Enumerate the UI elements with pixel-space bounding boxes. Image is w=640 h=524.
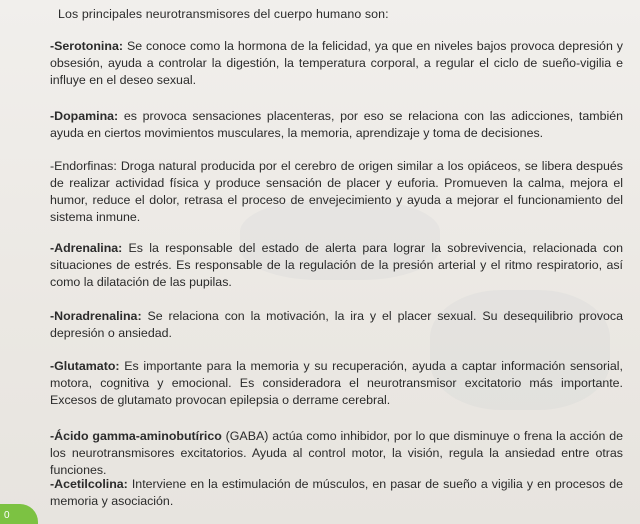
- entry-term: -Acetilcolina:: [50, 477, 128, 491]
- entry-serotonina: [50, 38, 623, 89]
- entry-term: -Adrenalina:: [50, 241, 123, 255]
- entry-text: Es importante para la memoria y su recuperación, ayuda a captar información sensorial, motora, cognitiva y emocional. Es consideradora el neurotransmisor excitatorio más importante. Excesos de glutamato provocan epilepsia o derrame cerebral.: [50, 359, 623, 407]
- intro-text: Los principales neurotransmisores del cuerpo humano son:: [58, 7, 389, 21]
- entry-endorfinas: [50, 158, 623, 226]
- entry-adrenalina: [50, 240, 623, 291]
- entry-acetilcolina: [50, 476, 623, 510]
- entry-dopamina: [50, 108, 623, 142]
- entry-text: Se conoce como la hormona de la felicidad, ya que en niveles bajos provoca depresión y obsesión, ayuda a controlar la digestión, la temperatura corporal, a regular el ciclo de sueño-vigilia e influye en el deseo sexual.: [50, 39, 623, 87]
- entry-term: -Endorfinas:: [50, 159, 117, 173]
- entry-text: Droga natural producida por el cerebro de origen similar a los opiáceos, se libera después de realizar actividad física y produce sensación de placer y euforia. Promueven la calma, mejora el humor, reduce el dolor, retrasa el proceso de envejecimiento y ayuda a mejorar el funcionamiento del sistema inmune.: [50, 159, 623, 224]
- entry-term: -Noradrenalina:: [50, 309, 142, 323]
- entry-text: Se relaciona con la motivación, la ira y el placer sexual. Su desequilibrio provoca depresión o ansiedad.: [50, 309, 623, 340]
- entry-text: (GABA) actúa como inhibidor, por lo que disminuye o frena la acción de los neurotransmisores excitatorios. Ayuda al control motor, la visión, regula la ansiedad entre otras funciones.: [50, 429, 623, 477]
- entry-term: -Ácido gamma-aminobutírico: [50, 429, 222, 443]
- entry-term: -Serotonina:: [50, 39, 123, 53]
- entry-term: -Dopamina:: [50, 109, 119, 123]
- entry-text: es provoca sensaciones placenteras, por eso se relaciona con las adicciones, también ayuda en ciertos movimientos musculares, la memoria, aprendizaje y toma de decisiones.: [50, 109, 623, 140]
- page-corner-tab: [0, 504, 38, 524]
- entry-gaba: [50, 428, 623, 479]
- entry-noradrenalina: [50, 308, 623, 342]
- entry-text: Es la responsable del estado de alerta para lograr la sobrevivencia, relacionada con situaciones de estrés. Es responsable de la regulación de la presión arterial y el ritmo respiratorio, así como la dilatación de las pupilas.: [50, 241, 623, 289]
- page-number: 0: [4, 510, 10, 521]
- entry-text: Interviene en la estimulación de músculos, en pasar de sueño a vigilia y en procesos de memoria y asociación.: [50, 477, 623, 508]
- entry-term: -Glutamato:: [50, 359, 120, 373]
- entry-glutamato: [50, 358, 623, 409]
